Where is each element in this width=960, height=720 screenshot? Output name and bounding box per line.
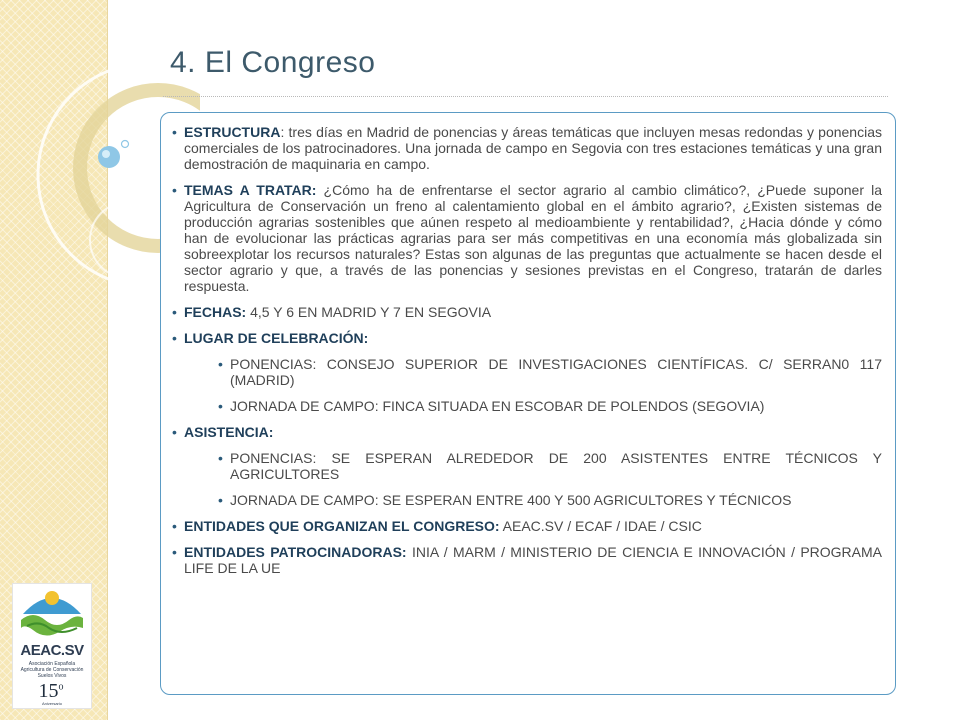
- slide-title: 4. El Congreso: [170, 46, 376, 79]
- logo-anniversary-number: 15$^o$: [38, 680, 64, 702]
- bullet-entidades-organizan: • ENTIDADES QUE ORGANIZAN EL CONGRESO: AEAC.SV / ECAF / IDAE / CSIC: [172, 518, 882, 534]
- logo-emblem-icon: [13, 584, 91, 640]
- sub-bullet-ponencias-asistencia: • PONENCIAS: SE ESPERAN ALREDEDOR DE 200 ASISTENTES ENTRE TÉCNICOS Y AGRICULTORES: [218, 450, 882, 482]
- sub-bullet-jornada-lugar: • JORNADA DE CAMPO: FINCA SITUADA EN ESCOBAR DE POLENDOS (SEGOVIA): [218, 398, 882, 414]
- title-divider: [163, 96, 888, 97]
- aeac-sv-logo: [12, 583, 92, 709]
- logo-subtitle-line3: Suelos Vivos: [37, 673, 67, 679]
- bullet-fechas: • FECHAS: 4,5 Y 6 EN MADRID Y 7 EN SEGOVIA: [172, 304, 882, 320]
- logo-anniversary-caption: Aniversario: [41, 701, 62, 706]
- bullet-temas-a-tratar: • TEMAS A TRATAR: ¿Cómo ha de enfrentarse el sector agrario al cambio climático?, ¿Puede suponer la Agricultura de Conservación un freno al calentamiento global en el ámbito agrario?, ¿Existen sistemas de producción agrarias sostenibles que aúnen respeto al medioambiente y rentabilidad?, ¿Hacia dónde y cómo han de evolucionar las prácticas agrarias para ser más competitivas en una economía más globalizada sin sobreexplotar los recursos naturales? Estas son algunas de las preguntas que actualmente se hacen desde el sector agrario y que, a través de las ponencias y sesiones previstas en el Congreso, tratarán de darles respuesta.: [172, 182, 882, 294]
- bullet-asistencia: • ASISTENCIA:: [172, 424, 882, 440]
- sub-bullet-jornada-asistencia: • JORNADA DE CAMPO: SE ESPERAN ENTRE 400 Y 500 AGRICULTORES Y TÉCNICOS: [218, 492, 882, 508]
- sub-bullet-ponencias-lugar: • PONENCIAS: CONSEJO SUPERIOR DE INVESTIGACIONES CIENTÍFICAS. C/ SERRAN0 117 (MADRID): [218, 356, 882, 388]
- bullet-estructura: • ESTRUCTURA: tres días en Madrid de ponencias y áreas temáticas que incluyen mesas redondas y ponencias comerciales de los patrocinadores. Una jornada de campo en Segovia con tres estaciones temáticas y una gran demostración de maquinaria en campo.: [172, 124, 882, 172]
- bullet-entidades-patrocinadoras: • ENTIDADES PATROCINADORAS: INIA / MARM / MINISTERIO DE CIENCIA E INNOVACIÓN / PROGRAMA LIFE DE LA UE: [172, 544, 882, 576]
- logo-subtitle-line1: Asociación Española: [28, 661, 76, 667]
- bullet-list: [172, 124, 882, 586]
- logo-subtitle-line2: Agricultura de Conservación: [20, 667, 84, 673]
- logo-name: AEAC.SV: [20, 642, 84, 659]
- bullet-lugar-de-celebracion: • LUGAR DE CELEBRACIÓN:: [172, 330, 882, 346]
